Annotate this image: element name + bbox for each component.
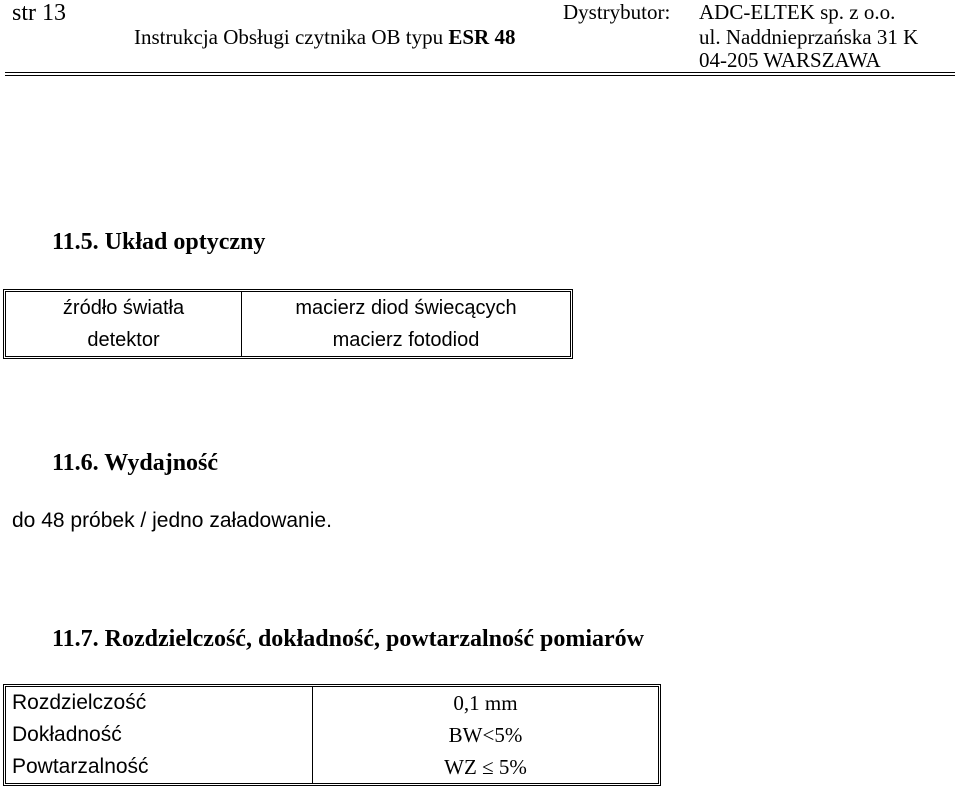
distributor-label: Dystrybutor: xyxy=(563,0,671,24)
optics-value: macierz diod świecących xyxy=(295,297,517,319)
accuracy-label: Rozdzielczość xyxy=(12,691,147,714)
capacity-text: do 48 próbek / jedno załadowanie. xyxy=(12,509,332,532)
accuracy-table xyxy=(3,684,661,786)
header-divider xyxy=(5,72,955,76)
table-row xyxy=(6,292,570,324)
distributor-street: ul. Naddnieprzańska 31 K xyxy=(699,25,919,49)
optics-value: macierz fotodiod xyxy=(332,329,480,351)
accuracy-label: Dokładność xyxy=(12,723,122,746)
table-row xyxy=(6,324,570,356)
page-number: str 13 xyxy=(12,0,66,26)
document-title-prefix: Instrukcja Obsługi czytnika OB typu xyxy=(134,25,449,49)
document-title-model: ESR 48 xyxy=(448,25,516,49)
capacity-heading: 11.6. Wydajność xyxy=(52,450,219,476)
table-row xyxy=(6,751,658,783)
accuracy-value: 0,1 mm xyxy=(312,687,658,719)
optics-label: źródło światła xyxy=(6,292,242,324)
table-row xyxy=(6,719,658,751)
distributor-company: ADC-ELTEK sp. z o.o. xyxy=(699,0,896,24)
document-title xyxy=(134,25,515,50)
table-row xyxy=(6,687,658,719)
accuracy-label: Powtarzalność xyxy=(12,755,149,778)
optics-heading: 11.5. Układ optyczny xyxy=(52,229,266,255)
distributor-city: 04-205 WARSZAWA xyxy=(699,48,881,72)
accuracy-value: WZ ≤ 5% xyxy=(312,751,658,783)
accuracy-value: BW<5% xyxy=(312,719,658,751)
optics-table xyxy=(3,289,573,359)
accuracy-heading: 11.7. Rozdzielczość, dokładność, powtarzalność pomiarów xyxy=(52,626,644,652)
optics-label: detektor xyxy=(6,324,242,356)
